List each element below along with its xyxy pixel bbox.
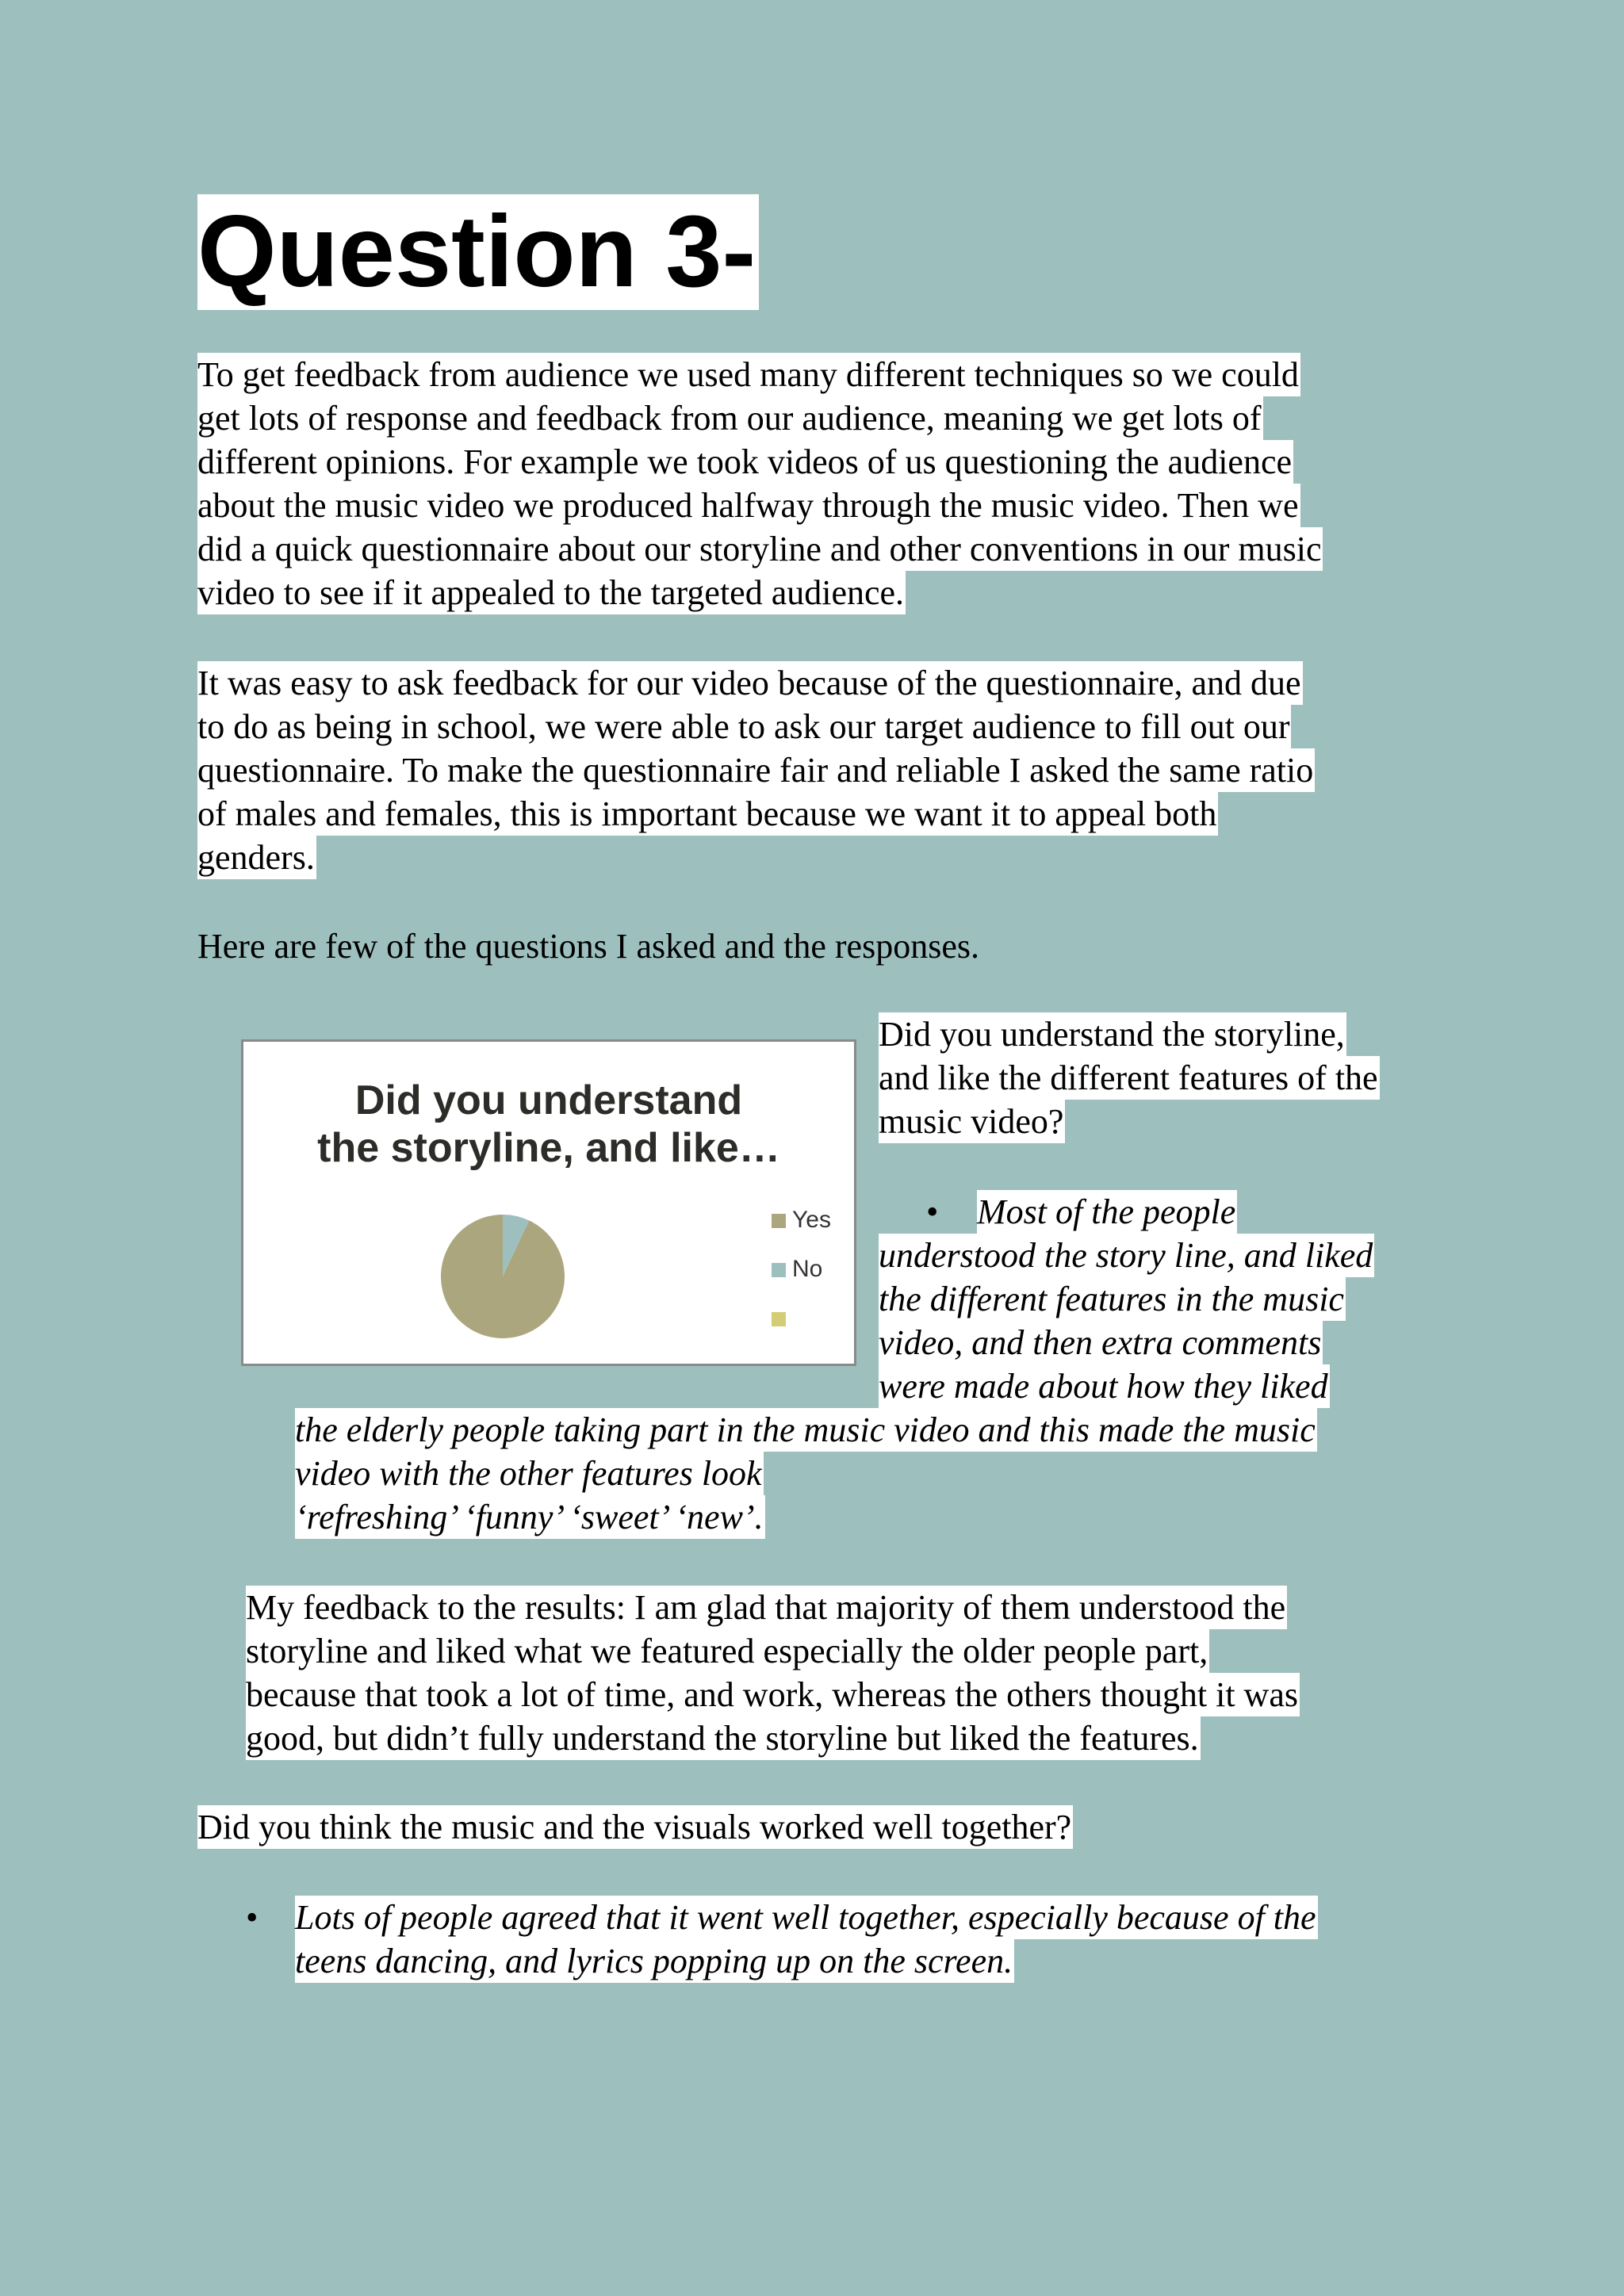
para1-line-1: To get feedback from audience we used many different techniques so we could [197,353,1300,396]
legend-swatch-no [772,1263,786,1277]
chart-title-line-1: Did you understand [354,1077,743,1123]
para1-line-2: get lots of response and feedback from our audience, meaning we get lots of [197,396,1263,440]
page-title: Question 3- [197,194,759,310]
bullet-icon: • [246,1898,259,1937]
feedback-line-4: good, but didn’t fully understand the storyline but liked the features. [246,1716,1201,1760]
legend-item-blank [772,1305,792,1332]
feedback-line-3: because that took a lot of time, and work, whereas the others thought it was [246,1673,1300,1716]
feedback-line-1: My feedback to the results: I am glad that majority of them understood the [246,1586,1287,1629]
q1-answer-line-5: were made about how they liked [879,1364,1330,1408]
chart-title-line-2: the storyline, and like… [317,1125,780,1171]
para1-line-4: about the music video we produced halfway through the music video. Then we [197,484,1300,527]
q1-answer-line-2: understood the story line, and liked [879,1234,1374,1277]
bullet-icon: • [926,1192,939,1231]
para2-line-1: It was easy to ask feedback for our video because of the questionnaire, and due [197,661,1303,705]
q1-answer-line-4: video, and then extra comments [879,1321,1323,1364]
pie-slice-yes [441,1215,565,1338]
para2-line-4: of males and females, this is important because we want it to appeal both [197,792,1218,836]
q1-answer-line-8: ‘refreshing’ ‘funny’ ‘sweet’ ‘new’. [295,1495,765,1539]
pie-chart-plot [241,1039,856,1366]
q1-answer-line-7: video with the other features look [295,1452,764,1495]
para2-line-2: to do as being in school, we were able to ask our target audience to fill out our [197,705,1291,748]
pie-chart [241,1039,856,1366]
para1-line-5: did a quick questionnaire about our storyline and other conventions in our music [197,527,1323,571]
q1-answer-line-1: Most of the people [977,1190,1237,1234]
q2-answer-line-1: Lots of people agreed that it went well together, especially because of the [295,1896,1318,1939]
questions-intro: Here are few of the questions I asked and the responses. [197,927,979,966]
q2-question: Did you think the music and the visuals worked well together? [197,1805,1073,1849]
legend-item-yes: Yes [772,1207,831,1234]
legend-item-no: No [772,1256,822,1283]
feedback-line-2: storyline and liked what we featured especially the older people part, [246,1629,1209,1673]
q1-answer-line-3: the different features in the music [879,1277,1346,1321]
para2-line-5: genders. [197,836,316,879]
para1-line-6: video to see if it appealed to the targeted audience. [197,571,906,614]
q1-question-line-2: and like the different features of the [879,1056,1380,1100]
legend-swatch-blank [772,1312,786,1326]
q1-question-line-1: Did you understand the storyline, [879,1012,1346,1056]
legend-swatch-yes [772,1214,786,1228]
q1-answer-line-6: the elderly people taking part in the music video and this made the music [295,1408,1317,1452]
q1-question-line-3: music video? [879,1100,1065,1143]
q2-answer-line-2: teens dancing, and lyrics popping up on the screen. [295,1939,1014,1983]
para1-line-3: different opinions. For example we took videos of us questioning the audience [197,440,1293,484]
para2-line-3: questionnaire. To make the questionnaire fair and reliable I asked the same ratio [197,748,1315,792]
